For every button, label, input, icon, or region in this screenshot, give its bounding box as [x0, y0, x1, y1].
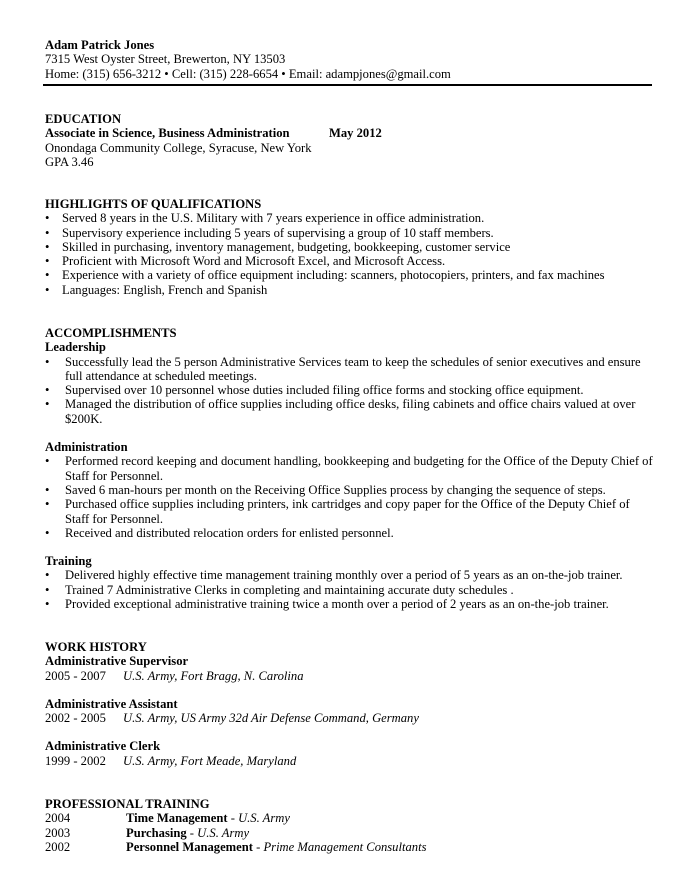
- list-item: • Supervisory experience including 5 years of supervising a group of 10 staff members.: [45, 225, 494, 240]
- gpa: GPA 3.46: [45, 154, 94, 169]
- applicant-name: Adam Patrick Jones: [45, 38, 155, 52]
- training-provider: Prime Management Consultants: [263, 839, 427, 854]
- list-item: • Delivered highly effective time management training monthly over a period of 5 years as an on-the-job trainer.: [45, 568, 623, 583]
- spacer: [45, 426, 655, 440]
- header-divider: [43, 84, 652, 86]
- work-history-section: [45, 640, 655, 768]
- subsection-title-administration: Administration: [45, 440, 128, 455]
- job-row: [45, 754, 655, 768]
- section-title: WORK HISTORY: [45, 640, 147, 654]
- list-item: • Successfully lead the 5 person Administrative Services team to keep the schedules of senior executives and ensure full attendance at scheduled meetings.: [45, 354, 641, 383]
- accomplishments-section: [45, 326, 655, 611]
- training-provider: U.S. Army: [197, 825, 250, 840]
- spacer: [45, 725, 655, 739]
- bullet-icon: •: [45, 383, 50, 398]
- list-item: • Saved 6 man-hours per month on the Receiving Office Supplies process by changing the sequence of steps.: [45, 482, 606, 497]
- bullet-icon: •: [45, 525, 50, 540]
- spacer: [45, 683, 655, 697]
- bullet-icon: •: [45, 454, 50, 469]
- resume-header: [45, 38, 665, 81]
- leadership-list: [45, 355, 655, 426]
- graduation-date: May 2012: [329, 126, 382, 141]
- bullet-icon: •: [45, 597, 50, 612]
- bullet-icon: •: [45, 282, 50, 297]
- training-row: [45, 811, 655, 825]
- job-org: U.S. Army, Fort Bragg, N. Carolina: [123, 668, 304, 683]
- bullet-icon: •: [45, 568, 50, 583]
- training-separator: -: [186, 825, 198, 840]
- education-section: [45, 112, 655, 169]
- bullet-icon: •: [45, 397, 50, 412]
- training-year: 2002: [45, 839, 71, 854]
- training-year: 2003: [45, 825, 71, 840]
- list-item: • Managed the distribution of office supplies including office desks, filing cabinets and office chairs valued at over $200K.: [45, 397, 636, 426]
- spacer: [45, 540, 655, 554]
- job-title: Administrative Clerk: [45, 739, 161, 754]
- training-course: Time Management: [126, 811, 228, 826]
- degree: Associate in Science, Business Administration: [45, 126, 290, 141]
- training-row: [45, 826, 655, 840]
- job-years: 2002 - 2005: [45, 711, 106, 726]
- education-degree-line: [45, 126, 655, 140]
- list-item: • Provided exceptional administrative training twice a month over a period of 2 years as an on-the-job trainer.: [45, 597, 609, 612]
- professional-training-section: [45, 797, 655, 854]
- job-years: 1999 - 2002: [45, 753, 106, 768]
- bullet-icon: •: [45, 268, 50, 283]
- list-item: • Skilled in purchasing, inventory management, budgeting, bookkeeping, customer service: [45, 239, 511, 254]
- bullet-icon: •: [45, 482, 50, 497]
- training-provider: U.S. Army: [238, 811, 290, 826]
- subsection-title-training: Training: [45, 554, 92, 569]
- training-year: 2004: [45, 811, 71, 826]
- training-course: Personnel Management: [126, 839, 253, 854]
- list-item: • Performed record keeping and document handling, bookkeeping and budgeting for the Office of the Deputy Chief of Staff for Personnel.: [45, 454, 653, 483]
- school: Onondaga Community College, Syracuse, New York: [45, 140, 312, 155]
- list-item: • Purchased office supplies including printers, ink cartridges and copy paper for the Office of the Deputy Chief of Staff for Personnel.: [45, 497, 630, 526]
- highlights-list: [45, 211, 655, 297]
- section-title: PROFESSIONAL TRAINING: [45, 797, 210, 811]
- list-item: • Proficient with Microsoft Word and Microsoft Excel, and Microsoft Access.: [45, 254, 446, 269]
- bullet-icon: •: [45, 354, 50, 369]
- list-item: • Served 8 years in the U.S. Military with 7 years experience in office administration.: [45, 211, 485, 226]
- bullet-icon: •: [45, 239, 50, 254]
- subsection-title-leadership: Leadership: [45, 340, 106, 355]
- list-item: • Supervised over 10 personnel whose duties included filing office forms and stocking office equipment.: [45, 383, 584, 398]
- bullet-icon: •: [45, 211, 50, 226]
- applicant-address: 7315 West Oyster Street, Brewerton, NY 13503: [45, 52, 286, 67]
- job-years: 2005 - 2007: [45, 668, 106, 683]
- training-separator: -: [252, 839, 264, 854]
- bullet-icon: •: [45, 254, 50, 269]
- training-course: Purchasing: [126, 825, 187, 840]
- list-item: • Experience with a variety of office equipment including: scanners, photocopiers, printers, and fax machines: [45, 268, 605, 283]
- bullet-icon: •: [45, 225, 50, 240]
- administration-list: [45, 454, 655, 540]
- highlights-section: [45, 197, 655, 297]
- bullet-icon: •: [45, 497, 50, 512]
- job-org: U.S. Army, US Army 32d Air Defense Command, Germany: [123, 711, 419, 726]
- applicant-contact: Home: (315) 656-3212 • Cell: (315) 228-6654 • Email: adampjones@gmail.com: [45, 66, 451, 81]
- list-item: • Received and distributed relocation orders for enlisted personnel.: [45, 525, 394, 540]
- training-row: [45, 840, 655, 854]
- training-list: [45, 568, 655, 611]
- list-item: • Languages: English, French and Spanish: [45, 282, 268, 297]
- section-title: HIGHLIGHTS OF QUALIFICATIONS: [45, 197, 262, 211]
- job-title: Administrative Assistant: [45, 696, 178, 711]
- training-separator: -: [227, 811, 239, 826]
- job-row: [45, 711, 655, 725]
- job-row: [45, 669, 655, 683]
- job-title: Administrative Supervisor: [45, 654, 189, 669]
- job-org: U.S. Army, Fort Meade, Maryland: [123, 753, 297, 768]
- list-item: • Trained 7 Administrative Clerks in completing and maintaining accurate duty schedules .: [45, 582, 514, 597]
- section-title: EDUCATION: [45, 112, 122, 126]
- section-title: ACCOMPLISHMENTS: [45, 326, 177, 340]
- bullet-icon: •: [45, 582, 50, 597]
